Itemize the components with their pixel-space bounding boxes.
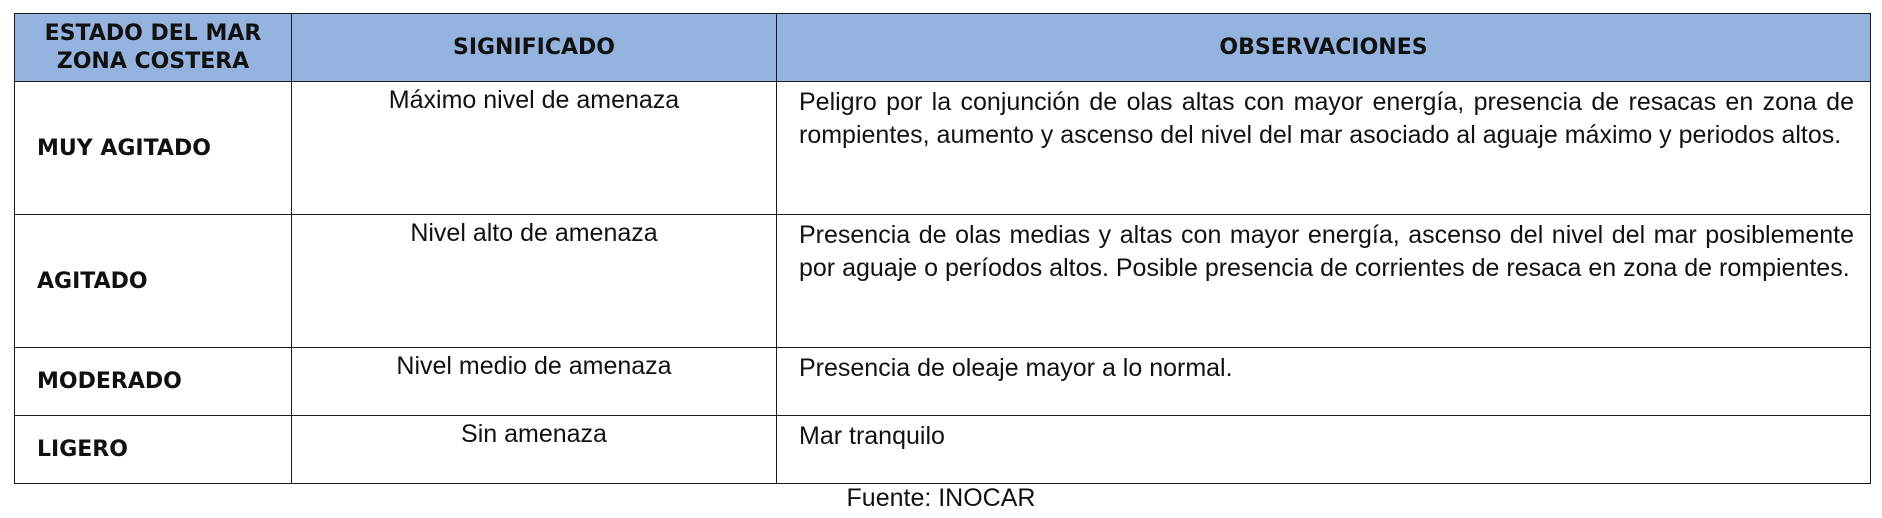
- observaciones-cell: Presencia de oleaje mayor a lo normal.: [777, 348, 1871, 416]
- estado-cell: LIGERO: [15, 416, 292, 484]
- estado-cell: MODERADO: [15, 348, 292, 416]
- estado-cell: MUY AGITADO: [15, 82, 292, 215]
- header-significado: SIGNIFICADO: [292, 14, 777, 82]
- significado-cell: Máximo nivel de amenaza: [292, 82, 777, 215]
- significado-cell: Sin amenaza: [292, 416, 777, 484]
- observaciones-cell: Peligro por la conjunción de olas altas con mayor energía, presencia de resacas en zona de rompientes, aumento y ascenso del nivel del mar asociado al aguaje máximo y periodos altos.: [777, 82, 1871, 215]
- significado-cell: Nivel alto de amenaza: [292, 215, 777, 348]
- estado-cell: AGITADO: [15, 215, 292, 348]
- observaciones-cell: Mar tranquilo: [777, 416, 1871, 484]
- table-row: [15, 348, 1871, 416]
- table-row: [15, 82, 1871, 215]
- table-row: [15, 416, 1871, 484]
- sea-state-table: [14, 13, 1871, 484]
- header-observaciones: OBSERVACIONES: [777, 14, 1871, 82]
- header-estado: ESTADO DEL MAR ZONA COSTERA: [15, 14, 292, 82]
- significado-cell: Nivel medio de amenaza: [292, 348, 777, 416]
- observaciones-cell: Presencia de olas medias y altas con mayor energía, ascenso del nivel del mar posiblemente por aguaje o períodos altos. Posible presencia de corrientes de resaca en zona de rompientes.: [777, 215, 1871, 348]
- table-header-row: [15, 14, 1871, 82]
- source-caption: Fuente: INOCAR: [846, 484, 1036, 512]
- sea-state-table-container: [14, 13, 1870, 484]
- table-row: [15, 215, 1871, 348]
